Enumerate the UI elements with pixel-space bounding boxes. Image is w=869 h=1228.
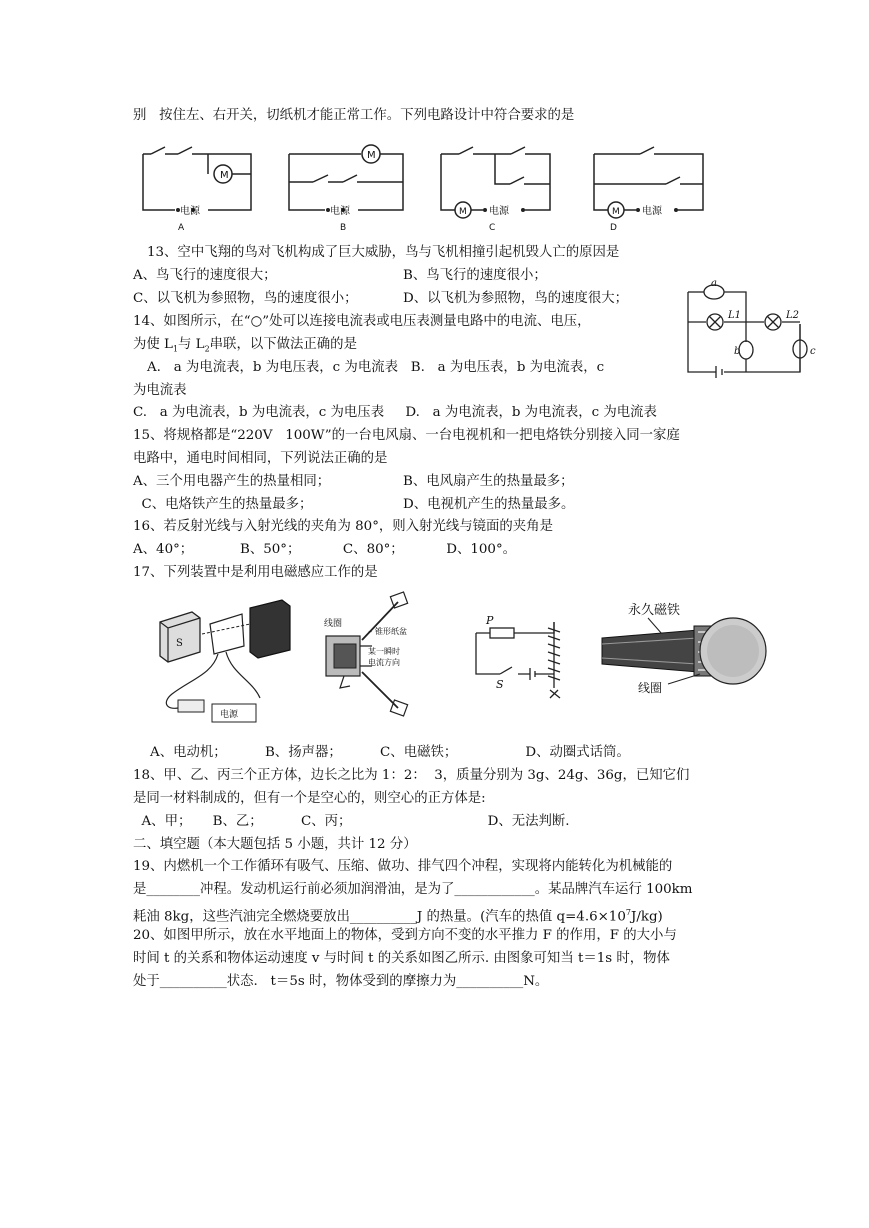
motor-label: M [220,170,229,181]
svg-text:–: – [368,627,372,636]
svg-text:P: P [486,614,494,627]
svg-text:D: D [610,223,617,233]
svg-text:电源: 电源 [642,206,662,217]
meter-c-label: c [810,346,816,357]
q14-stem-line1: 14、如图所示，在“○”处可以连接电流表或电压表测量电路中的电流、电压， [133,314,591,329]
svg-text:某一瞬时: 某一瞬时 [368,647,400,656]
q15-option-b: B、电风扇产生的热量最多； [403,474,574,489]
q12-figure-c [435,134,560,234]
q15-option-c: C、电烙铁产生的热量最多； [133,497,313,512]
q13-option-d: D、以飞机为参照物，鸟的速度很大； [403,291,628,306]
q13-option-b: B、鸟飞行的速度很小； [403,268,547,283]
svg-text:S: S [496,678,504,691]
q14-circuit-figure [676,272,826,387]
q15-option-d: D、电视机产生的热量最多。 [403,497,575,512]
q16-stem: 16、若反射光线与入射光线的夹角为 80°，则入射光线与镜面的夹角是 [133,519,553,534]
svg-text:永久磁铁: 永久磁铁 [628,603,681,618]
q15-stem-line1: 15、将规格都是“220V 100W”的一台电风扇、一台电视机和一把电烙铁分别接入同一家庭 [133,428,680,443]
q17-figure-electromagnet [470,608,580,703]
svg-text:S: S [176,638,183,649]
source-label: 电源 [180,206,200,217]
q17-figure-speaker [320,590,435,720]
q14-stem-line2: 为使 $L_1$与 $L_2$串联，以下做法正确的是 [133,337,357,354]
svg-text:M: M [367,150,376,161]
q15-option-a: A、三个用电器产生的热量相同； [133,474,331,489]
svg-text:电源: 电源 [330,206,350,217]
q20-line3: 处于__________状态. t＝5s 时，物体受到的摩擦力为__________N。 [133,974,549,989]
svg-text:电源: 电源 [489,206,509,217]
q19-line3: 耗油 8kg，这些汽油完全燃烧要放出__________J 的热量。(汽车的热值 $q=4.6\times 10^7J/kg$) [133,908,663,925]
q13-option-a: A、鸟飞行的速度很大； [133,268,277,283]
q12-intro: 别 按住左、右开关，切纸机才能正常工作。下列电路设计中符合要求的是 [133,108,575,123]
q17-figure-microphone [598,598,773,703]
q18-stem-line1: 18、甲、乙、丙三个正方体，边长之比为 1：2： 3，质量分别为 3g、24g、36g，已知它们 [133,768,690,783]
q18-stem-line2: 是同一材料制成的，但有一个是空心的，则空心的正方体是: [133,791,486,806]
svg-text:电流方向: 电流方向 [368,658,400,667]
q17-options: A、电动机； B、扬声器； C、电磁铁； D、动圈式话筒。 [133,745,630,760]
figure-label-a: A [178,223,185,233]
svg-text:C: C [489,223,496,233]
svg-text:电源: 电源 [220,710,239,720]
q15-stem-line2: 电路中，通电时间相同，下列说法正确的是 [133,451,388,466]
q19-line2: 是________冲程。发动机运行前必须加润滑油，是为了____________。某品牌汽车运行 100km [133,882,693,897]
q20-line2: 时间 t 的关系和物体运动速度 v 与时间 t 的关系如图乙所示. 由图象可知当 t＝1s 时，物体 [133,951,670,966]
svg-text:锥形纸盆: 锥形纸盆 [375,627,407,636]
svg-text:M: M [459,207,467,217]
q14-option-cd: C. a 为电流表，b 为电流表，c 为电压表 D. a 为电流表，b 为电流表，c 为电流表 [133,405,657,420]
q12-figure-b [283,134,408,234]
svg-text:M: M [612,207,620,217]
q18-options: A、甲； B、乙； C、丙； D、无法判断. [133,814,570,829]
meter-a-label: a [711,278,717,289]
q19-line1: 19、内燃机一个工作循环有吸气、压缩、做功、排气四个冲程，实现将内能转化为机械能的 [133,859,673,874]
svg-text:B: B [340,223,347,233]
q17-figure-motor [152,594,302,729]
lamp-l1-label: L1 [728,310,742,321]
svg-text:线圈: 线圈 [638,681,663,695]
q13-stem: 13、空中飞翔的鸟对飞机构成了巨大威胁，鸟与飞机相撞引起机毁人亡的原因是 [147,245,620,260]
lamp-l2-label: L2 [786,310,800,321]
q17-stem: 17、下列装置中是利用电磁感应工作的是 [133,565,378,580]
svg-text:线圈: 线圈 [324,619,343,629]
q20-line1: 20、如图甲所示，放在水平地面上的物体，受到方向不变的水平推力 F 的作用，F 的大小与 [133,928,677,943]
q13-option-c: C、以飞机为参照物，鸟的速度很小； [133,291,358,306]
meter-b-label: b [734,346,741,357]
q14-option-ab: A. a 为电流表，b 为电压表，c 为电流表 B. a 为电压表，b 为电流表，c [147,360,605,375]
section-title-fill-in: 二、填空题（本大题包括 5 小题，共计 12 分） [133,837,417,852]
q14-option-ab-cont: 为电流表 [133,383,187,398]
q16-options: A、40°； B、50°； C、80°； D、100°。 [133,542,517,557]
q12-figure-a [133,134,258,234]
q12-figure-d [588,134,713,234]
